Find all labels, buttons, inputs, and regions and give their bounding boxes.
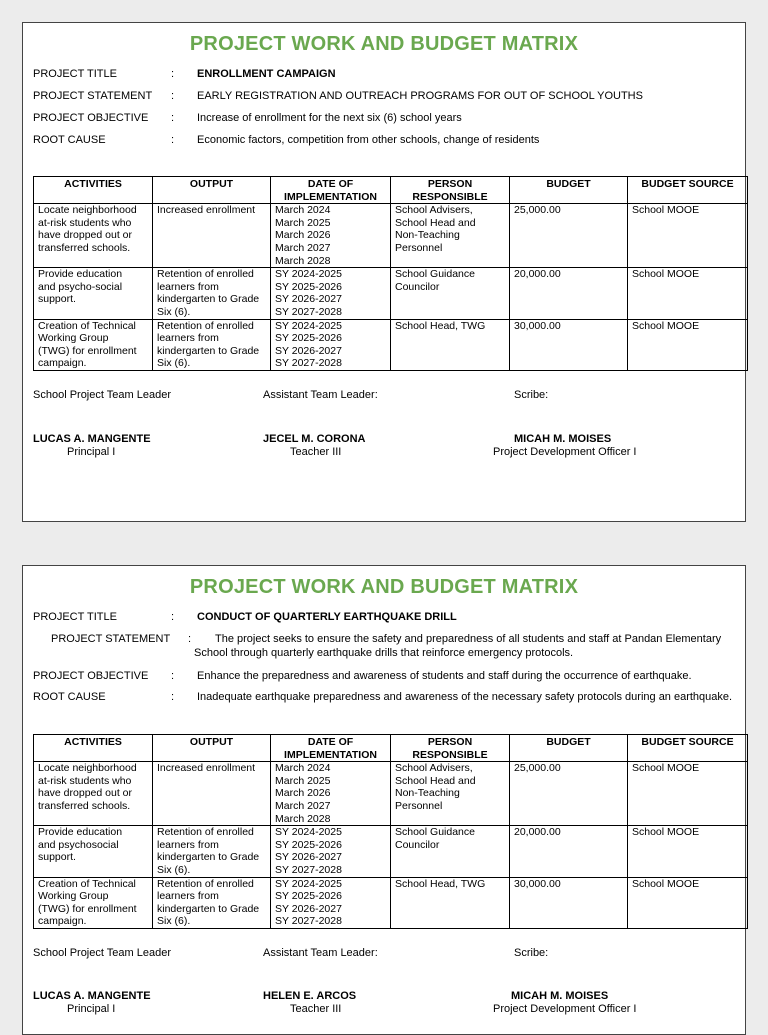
budget-source-cell: School MOOE [628,319,748,370]
cell-line: at-risk students who [38,774,132,787]
team-leader-name: LUCAS A. MANGENTE [33,433,151,445]
project-objective-value: Increase of enrollment for the next six (6) school years [197,112,462,124]
budget-cell: 20,000.00 [510,268,628,319]
budget-header: BUDGET [510,177,628,204]
date-header: DATE OF IMPLEMENTATION [271,177,391,204]
cell-line: Provide education [38,268,123,281]
cell-line: School Guidance [395,826,475,839]
output-cell [153,319,271,370]
cell-line: and psychosocial [38,838,119,851]
project-statement-row [23,632,745,660]
person-header: PERSON RESPONSIBLE [391,735,510,762]
cell-line: March 2025 [275,774,331,787]
cell-line: School Head and [395,774,476,787]
cell-line: Provide education [38,826,123,839]
cell-line: March 2024 [275,204,331,217]
cell-line: SY 2024-2025 [275,319,342,332]
cell-line: Councilor [395,280,440,293]
cell-line: learners from [157,332,219,345]
table-row [34,762,748,826]
field-label: PROJECT STATEMENT [33,90,153,102]
team-leader-position: Principal I [67,446,116,458]
person-cell [391,762,510,826]
person-cell [391,268,510,319]
cell-line: SY 2027-2028 [275,305,342,318]
cell-line: support. [38,293,76,306]
budget-cell: 25,000.00 [510,204,628,268]
table-row [34,319,748,370]
output-cell [153,826,271,877]
cell-line: SY 2026-2027 [275,902,342,915]
table-header-row [34,177,748,204]
budget-source-cell: School MOOE [628,204,748,268]
person-header: PERSON RESPONSIBLE [391,177,510,204]
field-label: ROOT CAUSE [33,134,106,146]
scribe-role: Scribe: [514,389,549,401]
budget-header: BUDGET [510,735,628,762]
budget-cell: 30,000.00 [510,319,628,370]
cell-line: SY 2025-2026 [275,890,342,903]
activities-header: ACTIVITIES [34,177,153,204]
cell-line: Creation of Technical [38,877,136,890]
cell-line: campaign. [38,357,87,370]
activities-cell [34,826,153,877]
project-title-value: ENROLLMENT CAMPAIGN [197,68,336,80]
cell-line: transferred schools. [38,799,131,812]
cell-line: March 2028 [275,254,331,267]
assistant-leader-name: JECEL M. CORONA [263,433,366,445]
output-cell [153,268,271,319]
cell-line: March 2027 [275,241,331,254]
date-cell [271,877,391,928]
document-page-1 [22,22,746,522]
cell-line: March 2027 [275,799,331,812]
cell-line: SY 2027-2028 [275,863,342,876]
cell-line: March 2026 [275,787,331,800]
project-statement-line-2: School through quarterly earthquake drills that reinforce emergency protocols. [194,647,574,659]
assistant-leader-position: Teacher III [290,1003,342,1015]
cell-line: kindergarten to Grade [157,851,260,864]
field-colon: : [171,691,175,703]
person-cell [391,877,510,928]
cell-line: Working Group [38,890,109,903]
cell-line: Working Group [38,332,109,345]
cell-line: SY 2024-2025 [275,268,342,281]
cell-line: March 2025 [275,216,331,229]
scribe-position: Project Development Officer I [493,1003,637,1015]
source-header: BUDGET SOURCE [628,177,748,204]
cell-line: Locate neighborhood [38,204,137,217]
scribe-position: Project Development Officer I [493,446,637,458]
assistant-leader-position: Teacher III [290,446,342,458]
cell-line: SY 2027-2028 [275,915,342,928]
date-cell [271,319,391,370]
person-cell [391,204,510,268]
cell-line: March 2026 [275,229,331,242]
cell-line: SY 2026-2027 [275,344,342,357]
cell-line: (TWG) for enrollment [38,902,137,915]
activities-cell [34,268,153,319]
output-cell [153,762,271,826]
cell-line: kindergarten to Grade [157,293,260,306]
cell-line: SY 2026-2027 [275,293,342,306]
activities-cell [34,319,153,370]
team-leader-role: School Project Team Leader [33,389,171,401]
team-leader-position: Principal I [67,1003,116,1015]
cell-line: School Head, TWG [395,319,486,332]
budget-matrix-table [33,176,748,371]
output-header: OUTPUT [153,177,271,204]
project-title-value: CONDUCT OF QUARTERLY EARTHQUAKE DRILL [197,611,457,623]
cell-line: Retention of enrolled [157,268,254,281]
team-leader-name: LUCAS A. MANGENTE [33,990,151,1002]
output-header: OUTPUT [153,735,271,762]
cell-line: SY 2025-2026 [275,838,342,851]
activities-cell [34,877,153,928]
table-row [34,877,748,928]
cell-line: have dropped out or [38,229,132,242]
cell-line: Non-Teaching [395,787,460,800]
person-cell [391,319,510,370]
budget-cell: 25,000.00 [510,762,628,826]
cell-line: campaign. [38,915,87,928]
cell-line: Increased enrollment [157,204,256,217]
cell-line: (TWG) for enrollment [38,344,137,357]
project-statement-line-1: The project seeks to ensure the safety and preparedness of all students and staff at Pandan Elementary [215,633,722,645]
output-cell [153,204,271,268]
cell-line: SY 2025-2026 [275,332,342,345]
field-label: PROJECT TITLE [33,611,117,623]
table-row [34,204,748,268]
cell-line: Six (6). [157,357,191,370]
cell-line: transferred schools. [38,241,131,254]
scribe-name: MICAH M. MOISES [514,433,612,445]
document-page-2 [22,565,746,1035]
assistant-leader-role: Assistant Team Leader: [263,389,378,401]
budget-source-cell: School MOOE [628,762,748,826]
cell-line: School Guidance [395,268,475,281]
field-colon: : [171,670,175,682]
cell-line: Non-Teaching [395,229,460,242]
cell-line: Locate neighborhood [38,762,137,775]
root-cause-value: Economic factors, competition from other schools, change of residents [197,134,540,146]
team-leader-role: School Project Team Leader [33,947,171,959]
table-row [34,268,748,319]
budget-cell: 20,000.00 [510,826,628,877]
cell-line: Personnel [395,241,443,254]
project-statement-value: EARLY REGISTRATION AND OUTREACH PROGRAMS FOR OUT OF SCHOOL YOUTHS [197,90,643,102]
field-label: PROJECT OBJECTIVE [33,670,149,682]
cell-line: kindergarten to Grade [157,344,260,357]
cell-line: SY 2025-2026 [275,280,342,293]
cell-line: SY 2027-2028 [275,357,342,370]
cell-line: Retention of enrolled [157,319,254,332]
page-title: PROJECT WORK AND BUDGET MATRIX [189,33,579,55]
cell-line: Six (6). [157,305,191,318]
date-header: DATE OF IMPLEMENTATION [271,735,391,762]
budget-cell: 30,000.00 [510,877,628,928]
table-row [34,826,748,877]
cell-line: Creation of Technical [38,319,136,332]
date-cell [271,762,391,826]
root-cause-value: Inadequate earthquake preparedness and awareness of the necessary safety protocols during an earthquake. [197,691,733,703]
field-label: ROOT CAUSE [33,691,106,703]
cell-line: support. [38,851,76,864]
cell-line: Councilor [395,838,440,851]
cell-line: Personnel [395,799,443,812]
source-header: BUDGET SOURCE [628,735,748,762]
cell-line: School Advisers, [395,762,473,775]
person-cell [391,826,510,877]
field-colon: : [171,90,175,102]
field-label: PROJECT TITLE [33,68,117,80]
budget-matrix-table [33,734,748,929]
cell-line: kindergarten to Grade [157,902,260,915]
cell-line: have dropped out or [38,787,132,800]
field-label: PROJECT STATEMENT [51,633,171,645]
cell-line: March 2028 [275,812,331,825]
date-cell [271,826,391,877]
cell-line: Six (6). [157,863,191,876]
cell-line: SY 2026-2027 [275,851,342,864]
project-objective-value: Enhance the preparedness and awareness of students and staff during the occurrence of earthquake. [197,670,692,682]
budget-source-cell: School MOOE [628,268,748,319]
field-colon: : [171,112,175,124]
cell-line: March 2024 [275,762,331,775]
field-label: PROJECT OBJECTIVE [33,112,149,124]
page-title: PROJECT WORK AND BUDGET MATRIX [189,576,579,598]
cell-line: School Advisers, [395,204,473,217]
activities-cell [34,204,153,268]
cell-line: and psycho-social [38,280,123,293]
budget-source-cell: School MOOE [628,877,748,928]
activities-header: ACTIVITIES [34,735,153,762]
field-colon: : [188,633,192,645]
cell-line: SY 2024-2025 [275,826,342,839]
date-cell [271,268,391,319]
field-colon: : [171,68,175,80]
cell-line: learners from [157,890,219,903]
assistant-leader-role: Assistant Team Leader: [263,947,378,959]
field-colon: : [171,611,175,623]
cell-line: learners from [157,280,219,293]
output-cell [153,877,271,928]
cell-line: at-risk students who [38,216,132,229]
field-colon: : [171,134,175,146]
activities-cell [34,762,153,826]
scribe-role: Scribe: [514,947,549,959]
date-cell [271,204,391,268]
cell-line: learners from [157,838,219,851]
cell-line: SY 2024-2025 [275,877,342,890]
cell-line: Increased enrollment [157,762,256,775]
cell-line: School Head, TWG [395,877,486,890]
assistant-leader-name: HELEN E. ARCOS [263,990,357,1002]
cell-line: Retention of enrolled [157,877,254,890]
cell-line: Retention of enrolled [157,826,254,839]
cell-line: School Head and [395,216,476,229]
scribe-name: MICAH M. MOISES [511,990,609,1002]
budget-source-cell: School MOOE [628,826,748,877]
table-header-row [34,735,748,762]
cell-line: Six (6). [157,915,191,928]
